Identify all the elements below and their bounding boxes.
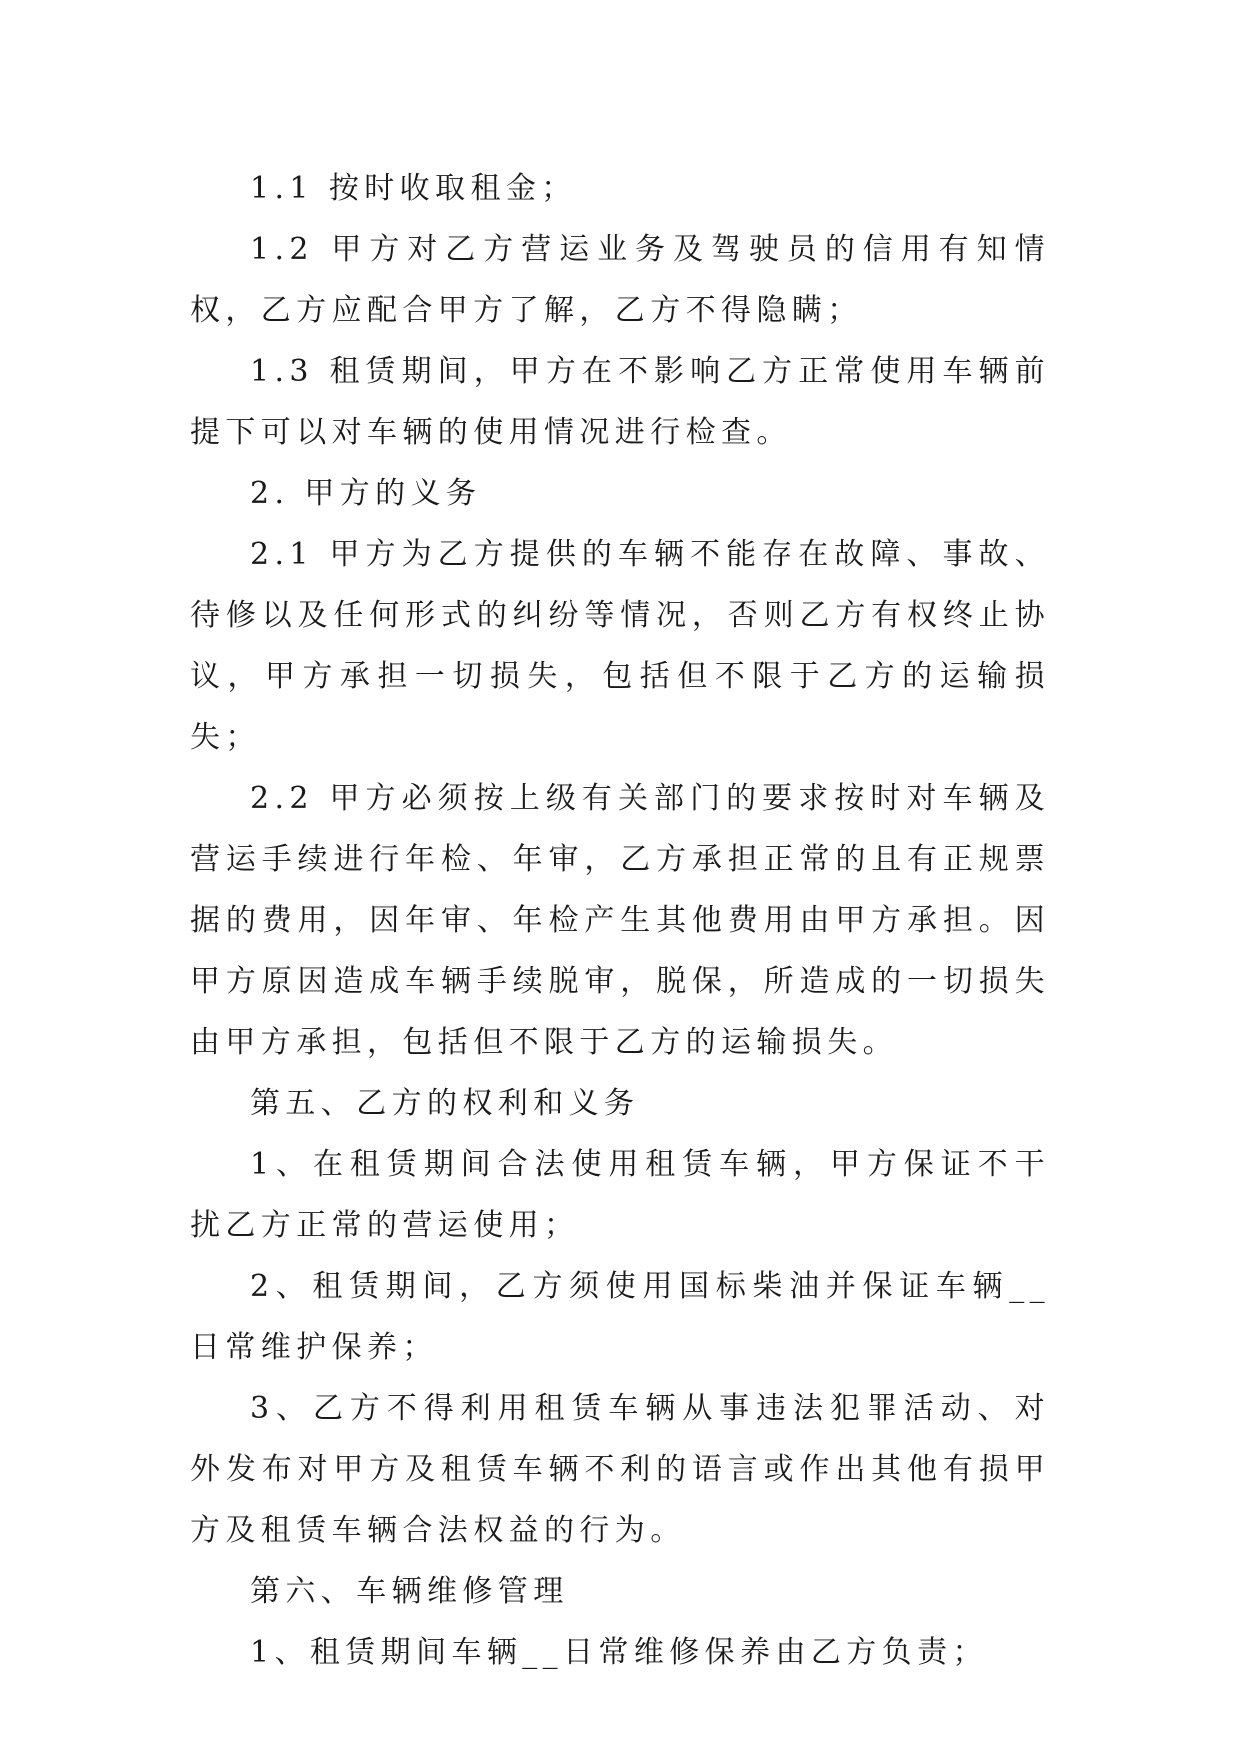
paragraph-2-1-vehicle-condition: 2.1 甲方为乙方提供的车辆不能存在故障、事故、待修以及任何形式的纠纷等情况，否则乙方有权终止协议，甲方承担一切损失，包括但不限于乙方的运输损失； xyxy=(190,537,1050,755)
paragraph-6-1-repair: 1、租赁期间车辆__日常维修保养由乙方负责； xyxy=(250,1635,988,1670)
paragraph-1-2-right-to-know: 1.2 甲方对乙方营运业务及驾驶员的信用有知情权，乙方应配合甲方了解，乙方不得隐瞒； xyxy=(190,232,1050,328)
heading-section-five: 第五、乙方的权利和义务 xyxy=(250,1086,640,1121)
paragraph-5-2-maintenance: 2、租赁期间，乙方须使用国标柴油并保证车辆__日常维护保养； xyxy=(190,1269,1050,1365)
paragraph-2-2-annual-inspection: 2.2 甲方必须按上级有关部门的要求按时对车辆及营运手续进行年检、年审，乙方承担正常的且有正规票据的费用，因年审、年检产生其他费用由甲方承担。因甲方原因造成车辆手续脱审，脱保，所造成的一切损失由甲方承担，包括但不限于乙方的运输损失。 xyxy=(190,781,1050,1060)
document-body xyxy=(190,158,1050,1683)
heading-party-a-obligations: 2. 甲方的义务 xyxy=(250,476,482,511)
heading-section-six: 第六、车辆维修管理 xyxy=(250,1574,569,1609)
paragraph-1-1-collect-rent: 1.1 按时收取租金； xyxy=(250,171,577,206)
paragraph-5-3-prohibitions: 3、乙方不得利用租赁车辆从事违法犯罪活动、对外发布对甲方及租赁车辆不利的语言或作出其他有损甲方及租赁车辆合法权益的行为。 xyxy=(190,1391,1050,1548)
paragraph-5-1-lawful-use: 1、在租赁期间合法使用租赁车辆，甲方保证不干扰乙方正常的营运使用； xyxy=(190,1147,1050,1243)
paragraph-1-3-inspection: 1.3 租赁期间，甲方在不影响乙方正常使用车辆前提下可以对车辆的使用情况进行检查。 xyxy=(190,354,1050,450)
